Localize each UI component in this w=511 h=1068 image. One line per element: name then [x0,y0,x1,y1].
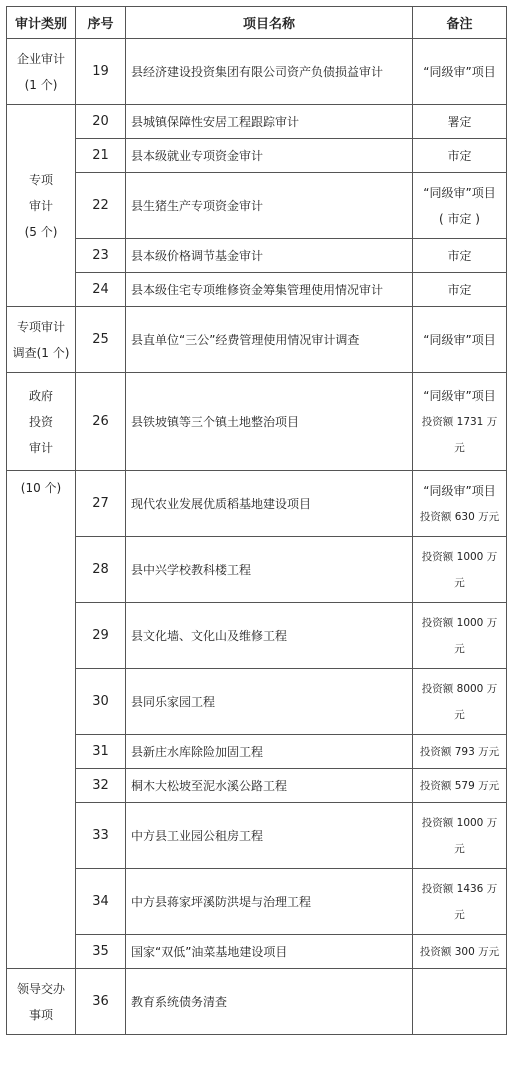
seq-cell: 23 [76,239,126,273]
table-row [7,307,507,373]
seq-cell: 36 [76,969,126,1035]
note-cell [413,735,507,769]
seq-cell: 26 [76,373,126,471]
note-line: 元 [454,576,465,589]
category-cell [7,39,76,105]
project-name-cell: 县本级就业专项资金审计 [126,139,413,173]
project-name-cell: 县直单位“三公”经费管理使用情况审计调查 [126,307,413,373]
note-line: “同级审”项目 [423,332,496,347]
project-name-cell: 县中兴学校教科楼工程 [126,537,413,603]
note-cell [413,39,507,105]
note-cell [413,307,507,373]
table-row [7,239,507,273]
table-row [7,537,507,603]
project-name-cell: 县铁坡镇等三个镇土地整治项目 [126,373,413,471]
note-cell [413,273,507,307]
table-row [7,803,507,869]
project-name-cell: 县经济建设投资集团有限公司资产负债损益审计 [126,39,413,105]
note-line: “同级审”项目 [423,483,496,498]
note-line: 投资额 630 万元 [419,510,500,523]
table-row [7,603,507,669]
seq-cell: 28 [76,537,126,603]
table-row [7,769,507,803]
seq-cell: 31 [76,735,126,769]
table-row [7,173,507,239]
seq-cell: 35 [76,935,126,969]
project-name-cell: 国家“双低”油菜基地建设项目 [126,935,413,969]
category-cell [7,471,76,969]
category-label: 投资 [28,414,53,429]
table-row [7,139,507,173]
seq-cell: 24 [76,273,126,307]
category-label: 审计 [28,198,53,213]
note-line: 元 [454,642,465,655]
seq-cell: 20 [76,105,126,139]
note-cell [413,769,507,803]
project-name-cell: 县本级价格调节基金审计 [126,239,413,273]
seq-cell: 21 [76,139,126,173]
table-row [7,39,507,105]
table-row [7,669,507,735]
seq-cell: 29 [76,603,126,669]
note-line: 市定 [447,282,472,297]
project-name-cell: 县新庄水库除险加固工程 [126,735,413,769]
category-label: 领导交办 [16,981,65,996]
note-cell [413,969,507,1035]
category-label: 企业审计 [16,51,65,66]
table-row [7,105,507,139]
seq-cell: 25 [76,307,126,373]
project-name-cell: 县同乐家园工程 [126,669,413,735]
project-name-cell: 县文化墙、文化山及维修工程 [126,603,413,669]
category-label: (1 个) [24,77,58,92]
table-header-row [7,7,507,39]
category-cell [7,105,76,307]
category-label: (5 个) [24,224,58,239]
table-row [7,869,507,935]
table-row [7,273,507,307]
seq-cell: 19 [76,39,126,105]
project-name-cell: 县生猪生产专项资金审计 [126,173,413,239]
note-cell [413,471,507,537]
category-label: 政府 [28,388,53,403]
note-cell [413,239,507,273]
table-row [7,935,507,969]
note-cell [413,173,507,239]
category-cell [7,969,76,1035]
table-row [7,373,507,471]
seq-cell: 22 [76,173,126,239]
note-cell [413,935,507,969]
note-line: 元 [454,708,465,721]
note-line: “同级审”项目 [423,64,496,79]
header-category: 审计类别 [7,7,76,39]
note-cell [413,669,507,735]
note-line: 元 [454,908,465,921]
seq-cell: 30 [76,669,126,735]
project-name-cell: 县本级住宅专项维修资金筹集管理使用情况审计 [126,273,413,307]
table-row [7,471,507,537]
category-cell [7,373,76,471]
seq-cell: 32 [76,769,126,803]
header-name: 项目名称 [126,7,413,39]
project-name-cell: 现代农业发展优质稻基地建设项目 [126,471,413,537]
project-name-cell: 桐木大松坡至泥水溪公路工程 [126,769,413,803]
note-line: 投资额 1000 万 [421,816,498,829]
category-label: (10 个) [20,481,62,495]
note-cell [413,603,507,669]
category-label: 调查(1 个) [12,345,70,360]
seq-cell: 27 [76,471,126,537]
note-line: 投资额 1000 万 [421,550,498,563]
note-line: 投资额 1436 万 [421,882,498,895]
category-label: 专项 [28,172,53,187]
project-name-cell: 县城镇保障性安居工程跟踪审计 [126,105,413,139]
note-line: ( 市定 ) [439,211,480,226]
audit-project-table [6,6,507,1035]
category-label: 审计 [28,440,53,455]
note-cell [413,537,507,603]
note-line: 投资额 793 万元 [419,745,500,758]
note-cell [413,105,507,139]
table-row [7,735,507,769]
note-line: 投资额 1731 万 [421,415,498,428]
note-line: 市定 [447,148,472,163]
note-line: 署定 [447,114,472,129]
project-name-cell: 教育系统债务清查 [126,969,413,1035]
project-name-cell: 中方县蒋家坪溪防洪堤与治理工程 [126,869,413,935]
note-line: 投资额 300 万元 [419,945,500,958]
note-cell [413,803,507,869]
note-line: 元 [454,441,465,454]
note-line: “同级审”项目 [423,388,496,403]
note-line: 投资额 579 万元 [419,779,500,792]
note-cell [413,869,507,935]
project-name-cell: 中方县工业园公租房工程 [126,803,413,869]
seq-cell: 34 [76,869,126,935]
note-line: 投资额 1000 万 [421,616,498,629]
note-line: 元 [454,842,465,855]
note-line: “同级审”项目 [423,185,496,200]
note-cell [413,373,507,471]
seq-cell: 33 [76,803,126,869]
category-label: 事项 [28,1007,53,1022]
note-cell [413,139,507,173]
category-label: 专项审计 [16,319,65,334]
table-row [7,969,507,1035]
category-cell [7,307,76,373]
note-line: 市定 [447,248,472,263]
header-note: 备注 [413,7,507,39]
header-seq: 序号 [76,7,126,39]
note-line: 投资额 8000 万 [421,682,498,695]
